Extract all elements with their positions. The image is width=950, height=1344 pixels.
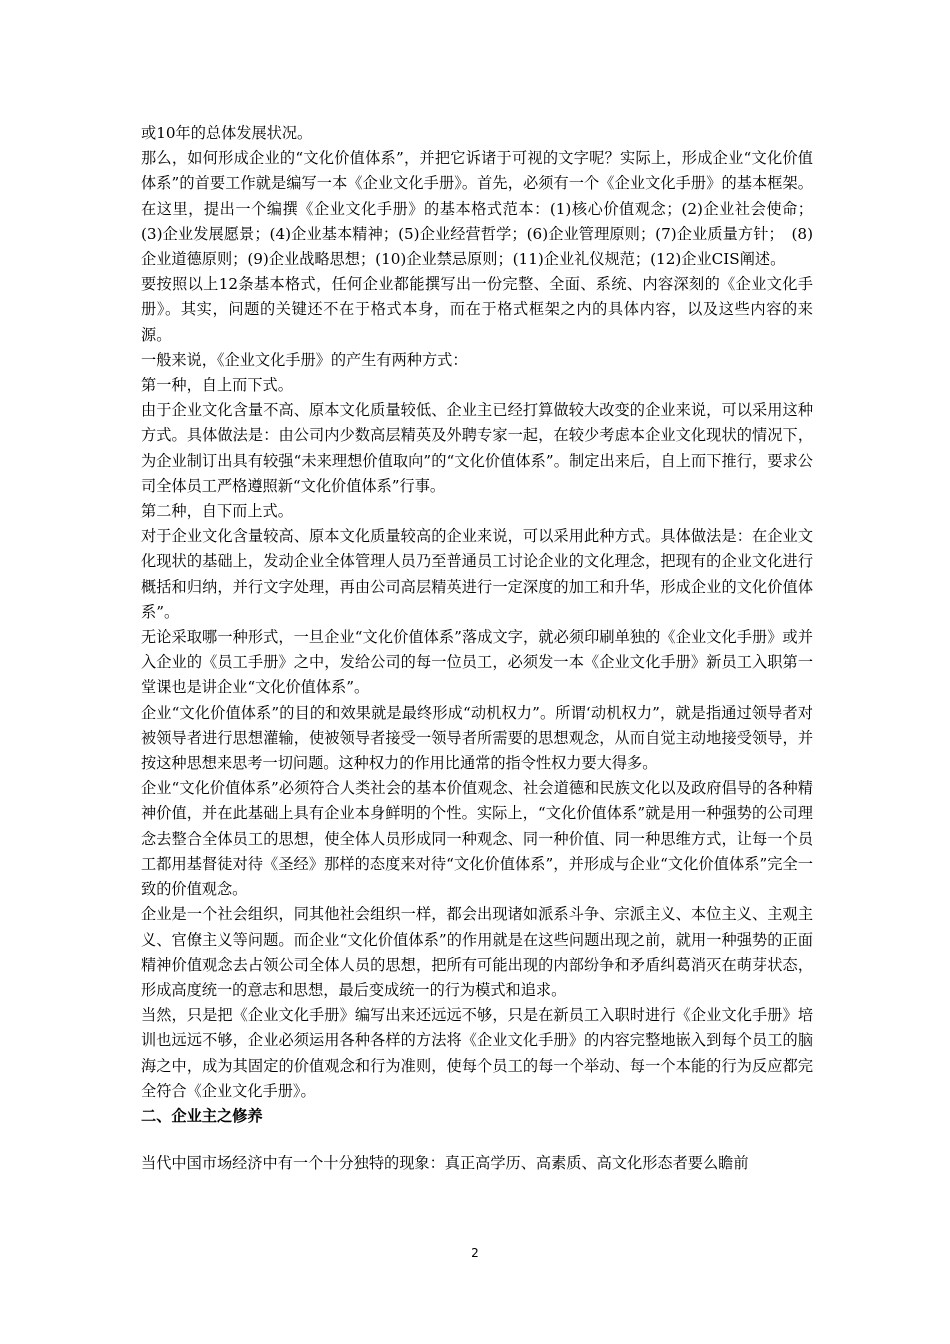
paragraph: 企业“文化价值体系”的目的和效果就是最终形成“动机权力”。所谓‘动机权力”，就是指通过领导者对被领导者进行思想灌输，使被领导者接受一领导者所需要的思想观念，从而自觉主动地接受领导，并按这种思想来思考一切问题。这种权力的作用比通常的指令性权力要大得多。 (141, 703, 813, 773)
paragraph: 要按照以上12条基本格式，任何企业都能撰写出一份完整、全面、系统、内容深刻的《企业文化手册》。其实，问题的关键还不在于格式本身，而在于格式框架之内的具体内容，以及这些内容的来源。 (141, 275, 813, 344)
paragraph: 那么，如何形成企业的“文化价值体系”，并把它诉诸于可视的文字呢？实际上，形成企业“文化价值体系”的首要工作就是编写一本《企业文化手册》。首先，必须有一个《企业文化手册》的基本框架。在这里，提出一个编撰《企业文化手册》的基本格式范本：(1)核心价值观念；(2)企业社会使命；(3)企业发展愿景；(4)企业基本精神；(5)企业经营哲学；(6)企业管理原则；(7)企业质量方针； (8)企业道德原则；(9)企业战略思想；(10)企业禁忌原则；(11)企业礼仪规范；(12)企业CIS阐述。 (141, 149, 813, 269)
paragraph: 企业“文化价值体系”必须符合人类社会的基本价值观念、社会道德和民族文化以及政府倡导的各种精神价值，并在此基础上具有企业本身鲜明的个性。实际上，“文化价值体系”就是用一种强势的公司理念去整合全体员工的思想，使全体人员形成同一种观念、同一种价值、同一种思维方式，让每一个员工都用基督徒对待《圣经》那样的态度来对待“文化价值体系”，并形成与企业“文化价值体系”完全一致的价值观念。 (141, 779, 813, 899)
paragraph: 当然，只是把《企业文化手册》编写出来还远远不够，只是在新员工入职时进行《企业文化手册》培训也远远不够，企业必须运用各种各样的方法将《企业文化手册》的内容完整地嵌入到每个员工的脑海之中，成为其固定的价值观念和行为准则，使每个员工的每一个举动、每一个本能的行为反应都完全符合《企业文化手册》。 (141, 1006, 813, 1100)
paragraph: 对于企业文化含量较高、原本文化质量较高的企业来说，可以采用此种方式。具体做法是：在企业文化现状的基础上，发动企业全体管理人员乃至普通员工讨论企业的文化理念，把现有的企业文化进行概括和归纳，并行文字处理，再由公司高层精英进行一定深度的加工和升华，形成企业的文化价值体系”。 (141, 527, 813, 621)
page-number: 2 (471, 1246, 479, 1260)
paragraph: 企业是一个社会组织，同其他社会组织一样，都会出现诸如派系斗争、宗派主义、本位主义、主观主义、官僚主义等问题。而企业“文化价值体系”的作用就是在这些问题出现之前，就用一种强势的正面精神价值观念去占领公司全体人员的思想，把所有可能出现的内部纷争和矛盾纠葛消灭在萌芽状态，形成高度统一的意志和思想，最后变成统一的行为模式和追求。 (141, 905, 813, 999)
paragraph: 当代中国市场经济中有一个十分独特的现象：真正高学历、高素质、高文化形态者要么瞻前 (141, 1154, 749, 1173)
paragraph: 或10年的总体发展状况。 (141, 124, 313, 142)
paragraph: 第二种，自下而上式。 (141, 502, 293, 521)
paragraph: 由于企业文化含量不高、原本文化质量较低、企业主已经打算做较大改变的企业来说，可以采用这种方式。具体做法是：由公司内少数高层精英及外聘专家一起，在较少考虑本企业文化现状的情况下，为企业制订出具有较强“未来理想价值取向”的“文化价值体系”。制定出来后，自上而下推行，要求公司全体员工严格遵照新“文化价值体系”行事。 (141, 401, 813, 495)
paragraph: 第一种，自上而下式。 (141, 376, 293, 395)
paragraph: 一般来说，《企业文化手册》的产生有两种方式： (141, 350, 468, 369)
body-text (141, 121, 813, 1176)
section-heading: 二、企业主之修养 (141, 1106, 263, 1125)
paragraph: 无论采取哪一种形式，一旦企业“文化价值体系”落成文字，就必须印刷单独的《企业文化手册》或并入企业的《员工手册》之中，发给公司的每一位员工，必须发一本《企业文化手册》新员工入职第一堂课也是讲企业“文化价值体系”。 (141, 628, 813, 697)
